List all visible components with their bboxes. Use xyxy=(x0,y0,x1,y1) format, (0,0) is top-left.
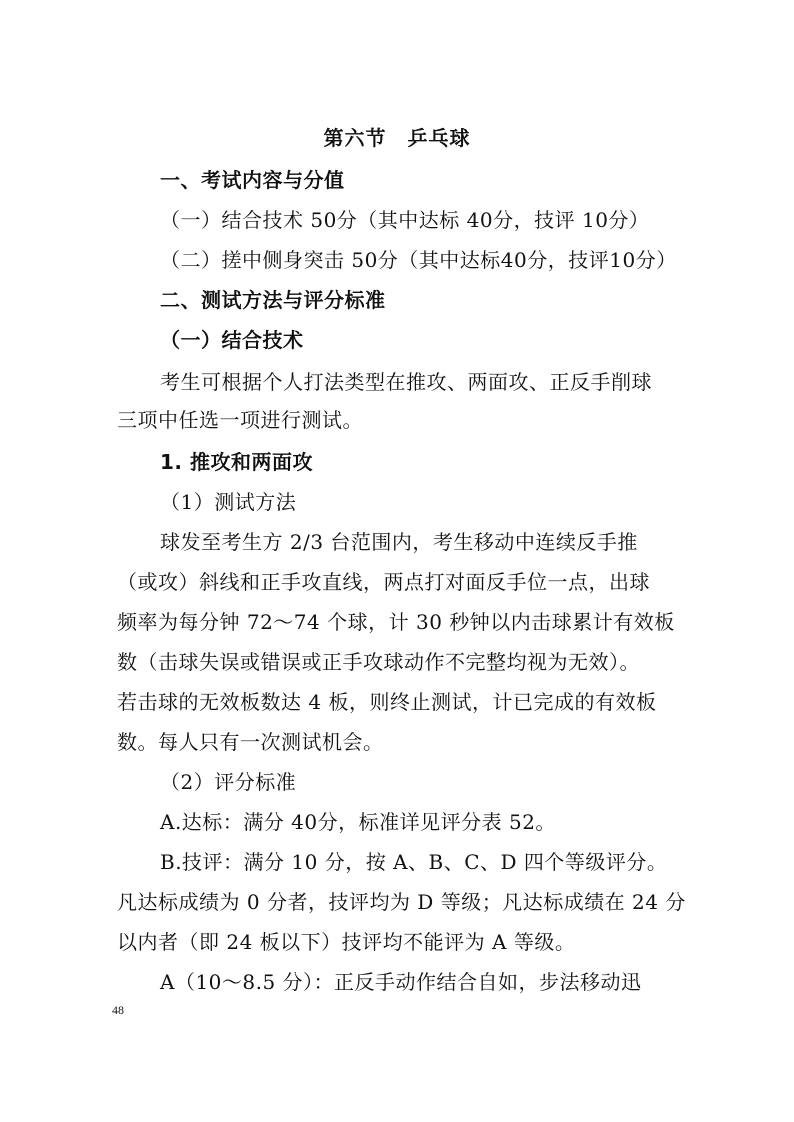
heading-test-methods: 二、测试方法与评分标准 xyxy=(160,288,386,312)
paragraph-line: （或攻）斜线和正手攻直线，两点打对面反手位一点，出球 xyxy=(117,570,650,594)
subheading-combined-technique: （一）结合技术 xyxy=(160,328,304,352)
paragraph-line: 数。每人只有一次测试机会。 xyxy=(117,730,384,754)
subheading-test-method: （1）测试方法 xyxy=(160,490,297,514)
heading-exam-content: 一、考试内容与分值 xyxy=(160,168,345,192)
paragraph-line: 凡达标成绩为 0 分者，技评均为 D 等级；凡达标成绩在 24 分 xyxy=(117,890,686,914)
page-number: 48 xyxy=(112,1003,124,1017)
section-title: 第六节 乒乓球 xyxy=(323,126,471,150)
paragraph-line: A.达标：满分 40分，标准详见评分表 52。 xyxy=(160,810,556,834)
paragraph-line: 考生可根据个人打法类型在推攻、两面攻、正反手削球 xyxy=(160,370,652,394)
paragraph-line: 频率为每分钟 72～74 个球，计 30 秒钟以内击球累计有效板 xyxy=(117,610,675,634)
paragraph-line: 球发至考生方 2/3 台范围内，考生移动中连续反手推 xyxy=(160,530,638,554)
paragraph-line: A（10～8.5 分）：正反手动作结合自如，步法移动迅 xyxy=(160,970,642,994)
subheading-scoring-standard: （2）评分标准 xyxy=(160,770,297,794)
paragraph-line: 数（击球失误或错误或正手攻球动作不完整均视为无效）。 xyxy=(117,650,640,674)
paragraph-line: 三项中任选一项进行测试。 xyxy=(117,408,363,432)
subheading-push-attack: 1. 推攻和两面攻 xyxy=(160,450,313,474)
paragraph-line: B.技评：满分 10 分，按 A、B、C、D 四个等级评分。 xyxy=(160,850,668,874)
paragraph-line: 以内者（即 24 板以下）技评均不能评为 A 等级。 xyxy=(117,930,576,954)
paragraph-line: 若击球的无效板数达 4 板，则终止测试，计已完成的有效板 xyxy=(117,690,657,714)
item-combined-technique-score: （一）结合技术 50分（其中达标 40分，技评 10分） xyxy=(160,208,650,232)
item-chop-attack-score: （二）搓中侧身突击 50分（其中达标40分，技评10分） xyxy=(160,248,677,272)
